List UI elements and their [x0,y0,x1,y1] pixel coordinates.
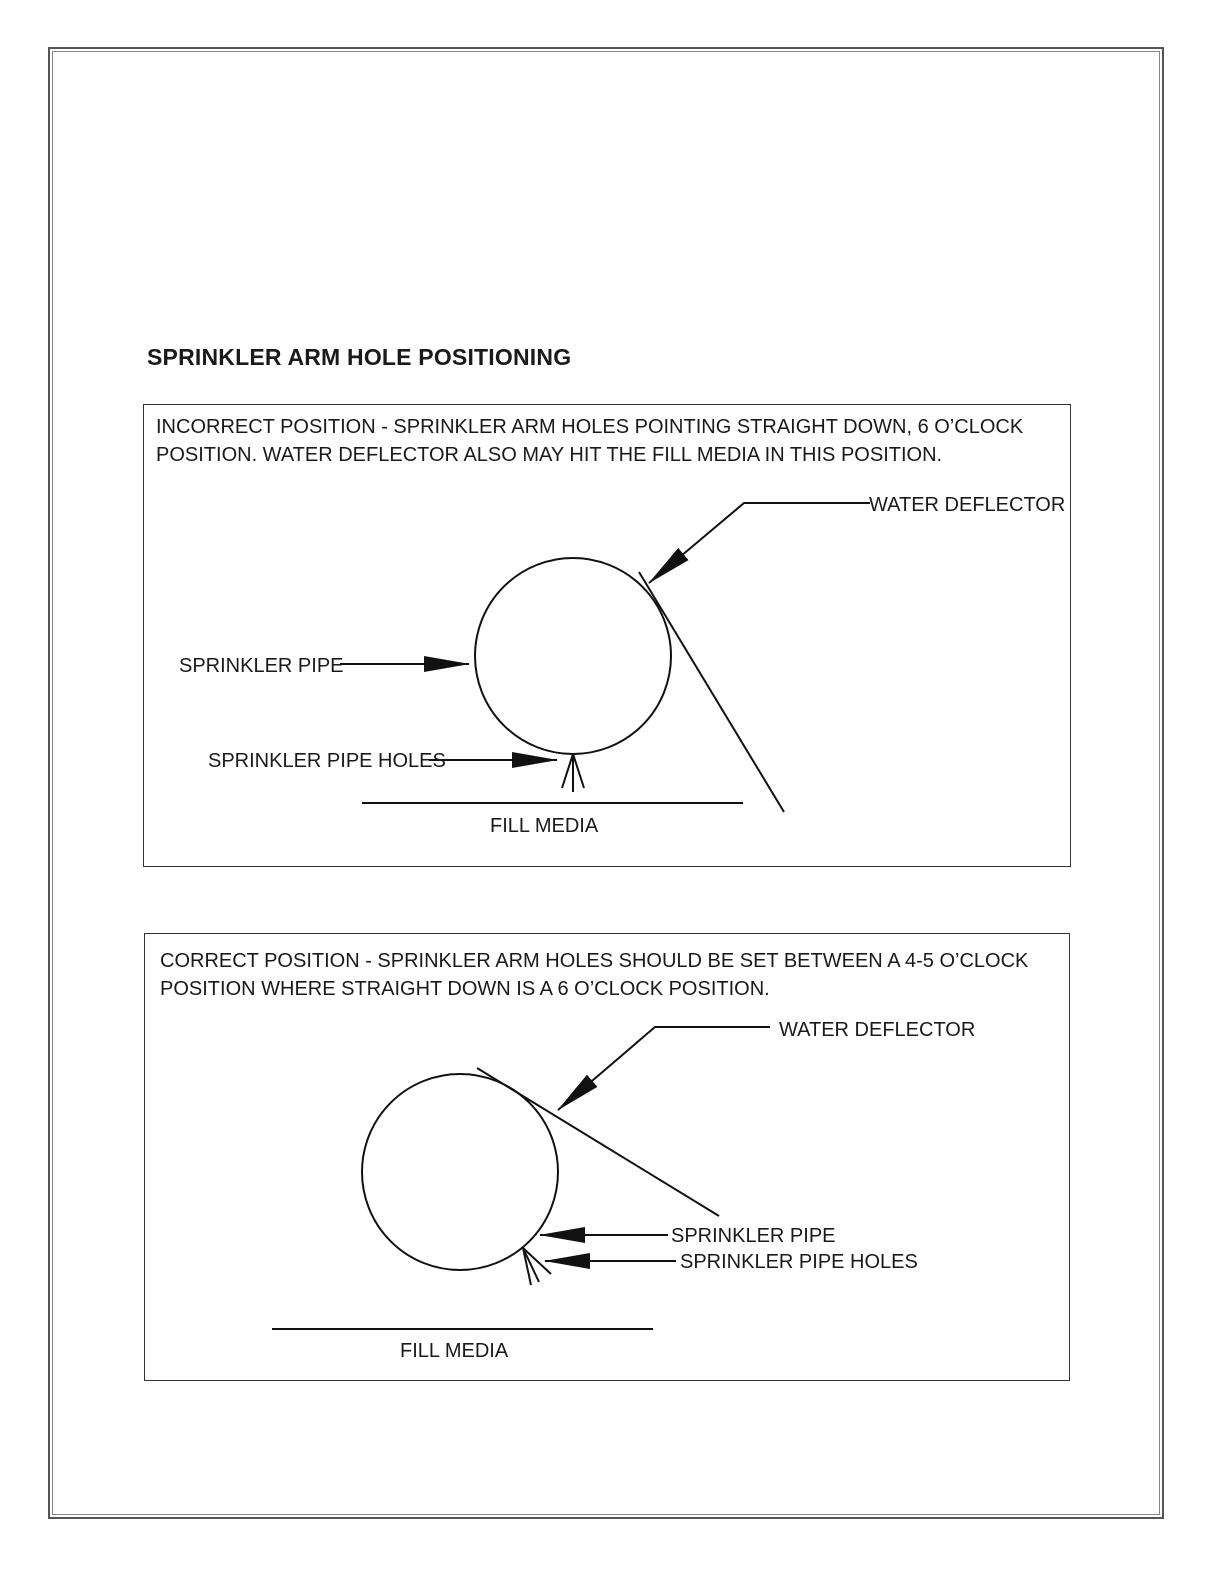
page-title: SPRINKLER ARM HOLE POSITIONING [147,344,572,370]
spray-marks-icon [523,1248,551,1285]
water-deflector-line [639,572,784,812]
water-deflector-line [477,1068,719,1216]
sprinkler-pipe-circle [475,558,671,754]
incorrect-fill-media-label: FILL MEDIA [490,815,599,837]
correct-position-panel [144,933,1070,1381]
correct-fill-media-label: FILL MEDIA [400,1340,509,1362]
correct-position-diagram [145,934,1071,1382]
correct-position-description: CORRECT POSITION - SPRINKLER ARM HOLES SHOULD BE SET BETWEEN A 4-5 O’CLOCK POSITION WHERE STRAIGHT DOWN IS A 6 O’CLOCK POSITION. [160,950,1029,1000]
correct-water-deflector-label: WATER DEFLECTOR [779,1019,976,1041]
incorrect-position-description: INCORRECT POSITION - SPRINKLER ARM HOLES POINTING STRAIGHT DOWN, 6 O’CLOCK POSITION. WATER DEFLECTOR ALSO MAY HIT THE FILL MEDIA IN THIS POSITION. [156,416,1024,466]
correct-sprinkler-pipe-label: SPRINKLER PIPE [671,1225,836,1247]
correct-sprinkler-pipe-holes-label: SPRINKLER PIPE HOLES [680,1251,918,1273]
incorrect-water-deflector-label: WATER DEFLECTOR [869,494,1066,516]
sprinkler-pipe-circle [362,1074,558,1270]
incorrect-position-diagram [144,405,1072,868]
spray-marks-icon [562,754,584,792]
incorrect-sprinkler-pipe-holes-label: SPRINKLER PIPE HOLES [208,750,446,772]
water-deflector-arrow [558,1027,770,1110]
incorrect-position-panel [143,404,1071,867]
incorrect-sprinkler-pipe-label: SPRINKLER PIPE [179,655,344,677]
water-deflector-arrow [649,503,870,583]
